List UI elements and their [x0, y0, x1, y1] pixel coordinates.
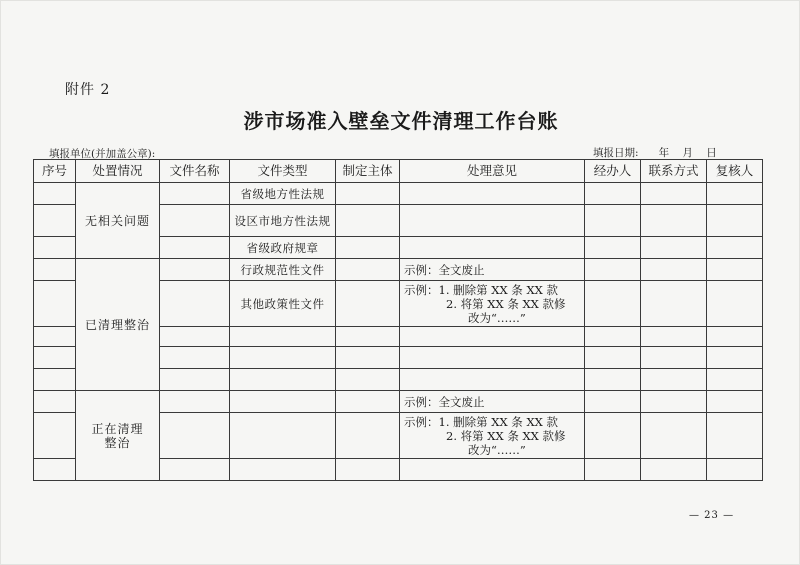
type-cell: 行政规范性文件: [230, 259, 336, 281]
page-title: 涉市场准入壁垒文件清理工作台账: [243, 109, 559, 133]
type-cell: 省级政府规章: [230, 237, 336, 259]
table-row: [34, 259, 763, 281]
col-header-contact: 联系方式: [641, 160, 707, 183]
opinion-cell: 示例：1. 删除第 XX 条 XX 款 2. 将第 XX 条 XX 款修 改为“……”: [400, 281, 585, 327]
ledger-table: [33, 159, 763, 481]
col-header-handler: 经办人: [585, 160, 641, 183]
opinion-cell: 示例：全文废止: [400, 391, 585, 413]
col-header-index: 序号: [34, 160, 76, 183]
status-cell-ongoing: 正在清理整治: [76, 391, 160, 481]
type-cell: 省级地方性法规: [230, 183, 336, 205]
col-header-file-type: 文件类型: [230, 160, 336, 183]
col-header-issuer: 制定主体: [336, 160, 400, 183]
col-header-file-name: 文件名称: [160, 160, 230, 183]
type-cell: 设区市地方性法规: [230, 205, 336, 237]
col-header-opinion: 处理意见: [400, 160, 585, 183]
fill-date-label: 填报日期: 年 月 日: [593, 147, 717, 159]
opinion-cell: 示例：1. 删除第 XX 条 XX 款 2. 将第 XX 条 XX 款修 改为“……”: [400, 413, 585, 459]
page-number: — 23 —: [689, 510, 735, 521]
opinion-cell: 示例：全文废止: [400, 259, 585, 281]
type-cell: 其他政策性文件: [230, 281, 336, 327]
status-cell-cleared: 已清理整治: [76, 259, 160, 391]
attachment-label: 附件 2: [65, 82, 111, 98]
table-header-row: [34, 160, 763, 183]
col-header-reviewer: 复核人: [707, 160, 763, 183]
status-cell-none: 无相关问题: [76, 183, 160, 259]
table-row: [34, 183, 763, 205]
table-row: [34, 391, 763, 413]
fill-unit-label: 填报单位(并加盖公章):: [49, 148, 156, 160]
col-header-status: 处置情况: [76, 160, 160, 183]
